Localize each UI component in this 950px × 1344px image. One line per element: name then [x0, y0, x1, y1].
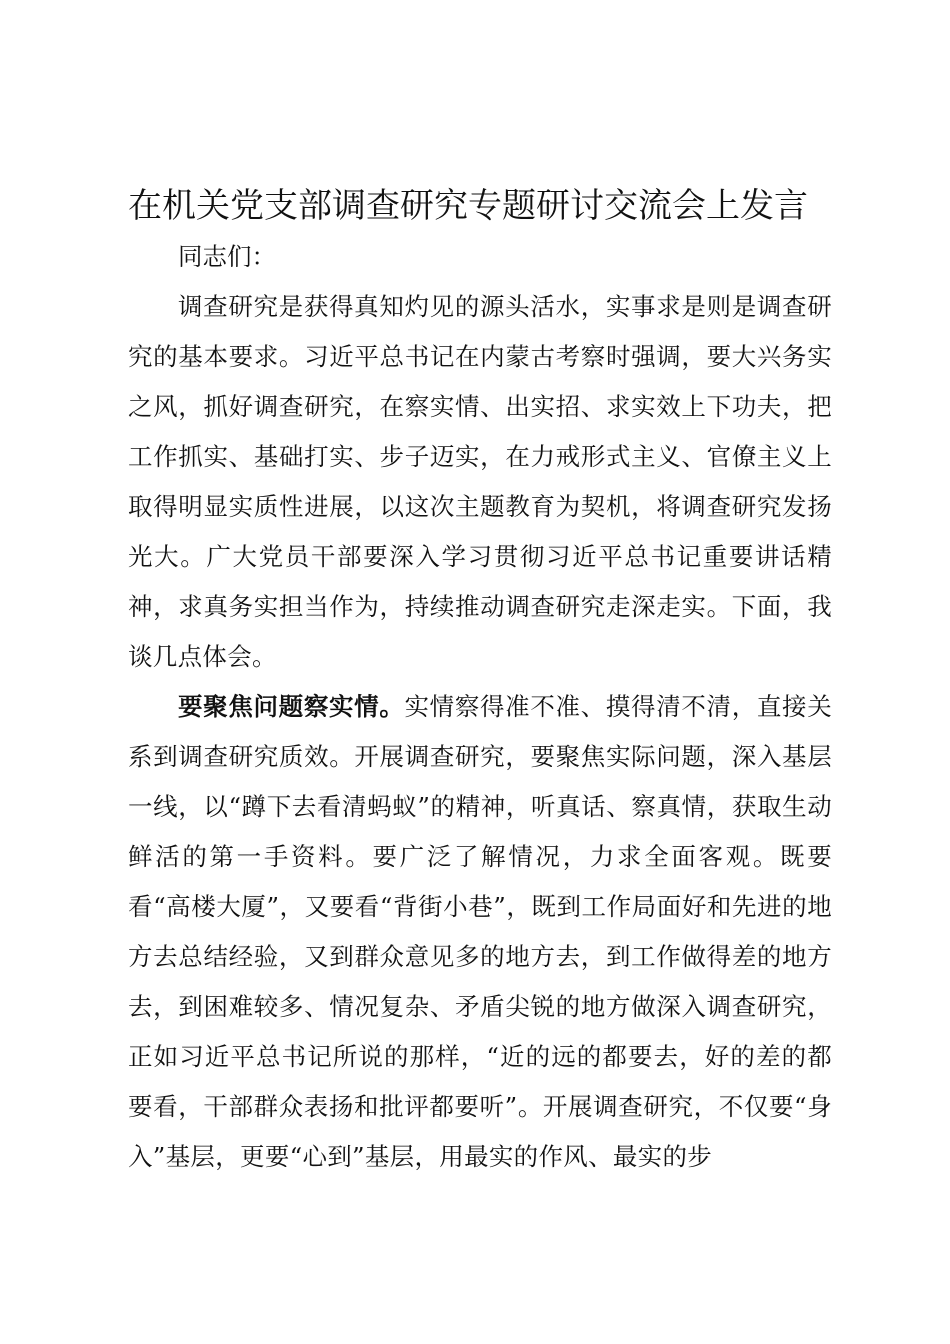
- paragraph-text: 调查研究是获得真知灼见的源头活水，实事求是则是调查研究的基本要求。习近平总书记在内蒙古考察时强调，要大兴务实之风，抓好调查研究，在察实情、出实招、求实效上下功夫，把工作抓实、基础打实、步子迈实，在力戒形式主义、官僚主义上取得明显实质性进展，以这次主题教育为契机，将调查研究发扬光大。广大党员干部要深入学习贯彻习近平总书记重要讲话精神，求真务实担当作为，持续推动调查研究走深走实。下面，我谈几点体会。: [128, 292, 832, 671]
- paragraph-point-1: [128, 682, 832, 1182]
- paragraph-lead: 要聚焦问题察实情。: [178, 692, 405, 721]
- document-title: 在机关党支部调查研究专题研讨交流会上发言: [128, 186, 808, 226]
- document-page: [128, 180, 832, 1182]
- paragraph-intro: [128, 282, 832, 682]
- paragraph-text: 实情察得准不准、摸得清不清，直接关系到调查研究质效。开展调查研究，要聚焦实际问题，深入基层一线，以“蹲下去看清蚂蚁”的精神，听真话、察真情，获取生动鲜活的第一手资料。要广泛了解情况，力求全面客观。既要看“高楼大厦”，又要看“背街小巷”，既到工作局面好和先进的地方去总结经验，又到群众意见多的地方去，到工作做得差的地方去，到困难较多、情况复杂、矛盾尖锐的地方做深入调查研究，正如习近平总书记所说的那样，“近的远的都要去，好的差的都要看，干部群众表扬和批评都要听”。开展调查研究，不仅要“身入”基层，更要“心到”基层，用最实的作风、最实的步: [128, 692, 833, 1171]
- salutation: 同志们：: [178, 242, 276, 271]
